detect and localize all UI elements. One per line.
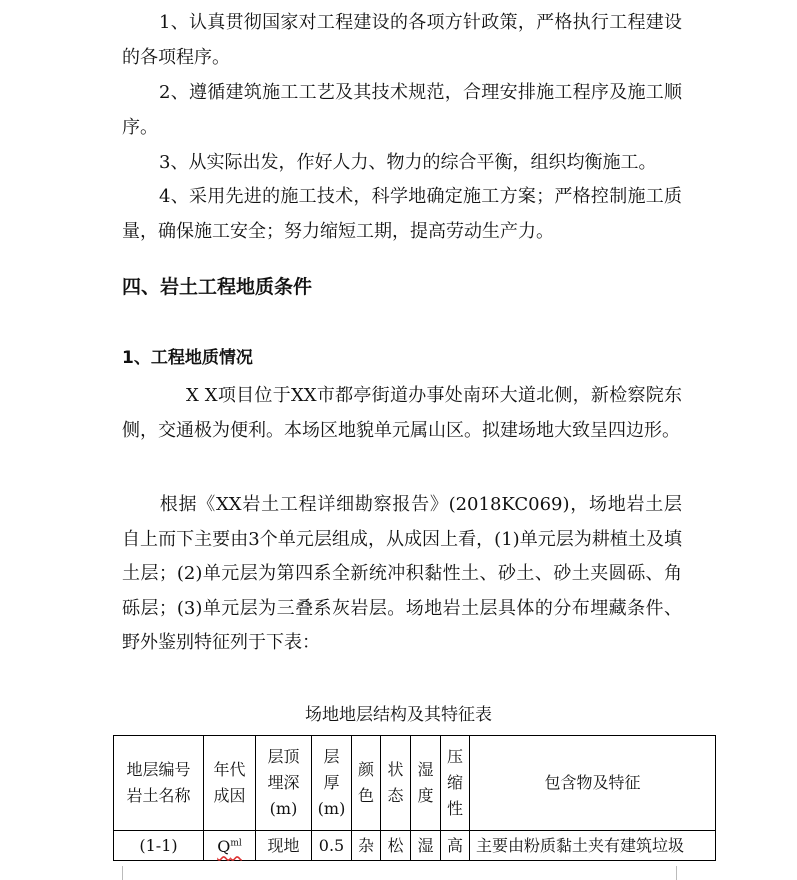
cell-humidity: 湿 — [411, 831, 441, 861]
header-layer-no: 地层编号 岩土名称 — [114, 736, 204, 831]
header-thickness: 层 厚 (m) — [312, 736, 352, 831]
subsection-heading: 1、工程地质情况 — [122, 348, 253, 368]
cell-features: 主要由粉质黏土夹有建筑垃圾 — [470, 831, 716, 861]
paragraph-principle-2: 2、遵循建筑施工工艺及其技术规范，合理安排施工程序及施工顺序。 — [122, 82, 682, 138]
header-color: 颜色 — [352, 736, 381, 831]
paragraph-principle-3: 3、从实际出发，作好人力、物力的综合平衡，组织均衡施工。 — [159, 152, 657, 173]
cell-compressibility: 高 — [441, 831, 470, 861]
strata-table — [113, 735, 716, 861]
paragraph-principle-1: 1、认真贯彻国家对工程建设的各项方针政策，严格执行工程建设的各项程序。 — [122, 12, 682, 68]
cell-layer-no: (1-1) — [114, 831, 204, 861]
cell-top-depth: 现地 — [256, 831, 312, 861]
paragraph-principle-4: 4、采用先进的施工技术，科学地确定施工方案；严格控制施工质量，确保施工安全；努力缩短工期，提高劳动生产力。 — [122, 186, 682, 242]
header-humidity: 湿度 — [411, 736, 441, 831]
crop-mark-left — [122, 866, 123, 880]
header-state: 状态 — [381, 736, 411, 831]
age-symbol: $Q^{ml}$ — [217, 837, 242, 857]
header-features: 包含物及特征 — [470, 736, 716, 831]
crop-mark-right — [676, 866, 677, 880]
cell-state: 松 — [381, 831, 411, 861]
header-top-depth: 层顶 埋深 (m) — [256, 736, 312, 831]
cell-color: 杂 — [352, 831, 381, 861]
section-heading: 四、岩土工程地质条件 — [122, 276, 313, 298]
header-compressibility: 压缩性 — [441, 736, 470, 831]
table-header-row — [114, 736, 716, 831]
cell-age — [204, 831, 256, 861]
paragraph-strata-overview: 根据《XX岩土工程详细勘察报告》(2018KC069)，场地岩土层自上而下主要由3个单元层组成，从成因上看，(1)单元层为耕植土及填土层；(2)单元层为第四系全新统冲积黏性土、砂土、砂土夹圆砾、角砾层；(3)单元层为三叠系灰岩层。场地岩土层具体的分布埋藏条件、野外鉴别特征列于下表： — [122, 494, 682, 653]
cell-thickness: 0.5 — [312, 831, 352, 861]
table-caption: 场地地层结构及其特征表 — [305, 705, 492, 725]
table-row — [114, 831, 716, 861]
paragraph-project-location: X X项目位于XX市都亭街道办事处南环大道北侧，新检察院东侧，交通极为便利。本场区地貌单元属山区。拟建场地大致呈四边形。 — [122, 385, 682, 441]
header-age-origin: 年代 成因 — [204, 736, 256, 831]
